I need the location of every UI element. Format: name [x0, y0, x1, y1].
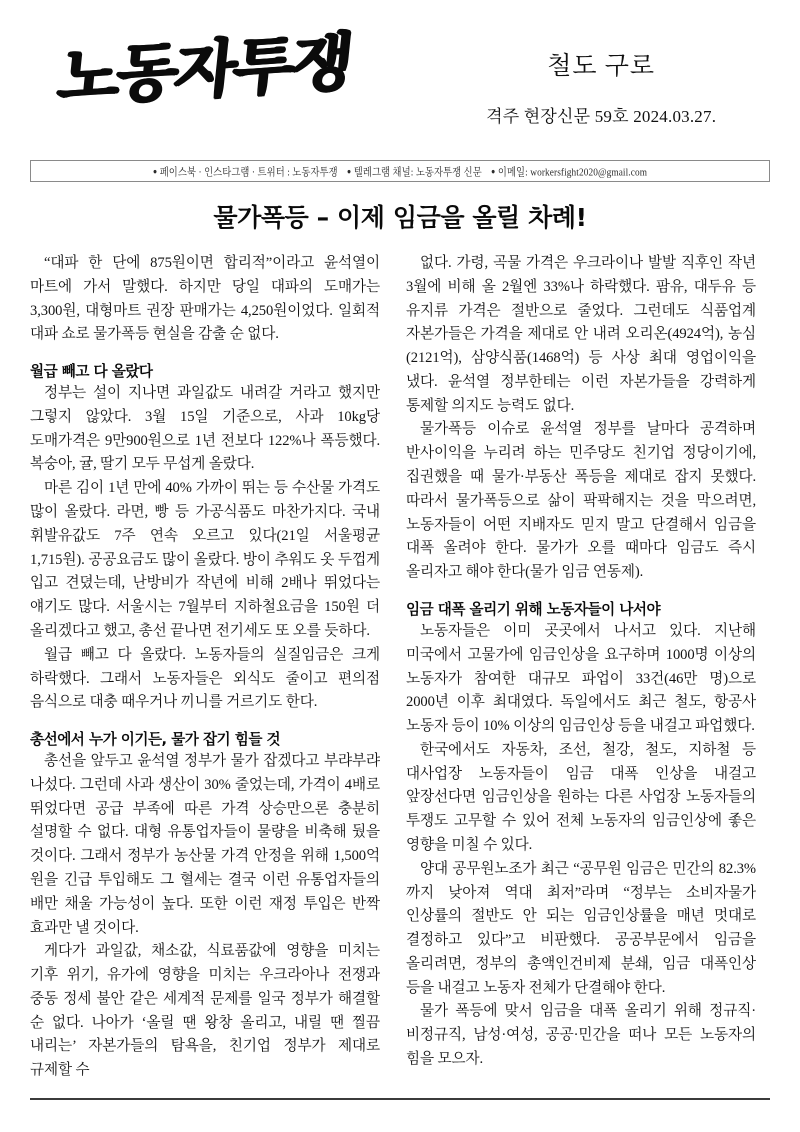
right-column — [406, 252, 756, 1110]
section-heading-1: 월급 빼고 다 올랐다 — [30, 363, 153, 381]
paragraph: 마른 김이 1년 만에 40% 가까이 뛰는 등 수산물 가격도 많이 올랐다. 라면, 빵 등 가공식품도 마찬가지다. 국내 휘발유값도 7주 연속 오르고 있다(21일 서울평균 1,715원). 공공요금도 많이 올랐다. 방이 추워도 옷 두껍게 입고 견뎠는데, 난방비가 작년에 비해 2배나 뛰었다는 얘기도 많다. 서울시는 7월부터 지하철요금을 150원 더 올리겠다고 했고, 총선 끝나면 전기세도 또 오를 듯하다. — [30, 480, 380, 639]
paragraph: 한국에서도 자동차, 조선, 철강, 철도, 지하철 등 대사업장 노동자들이 임금 대폭 인상을 내걸고 앞장선다면 임금인상을 원하는 다른 사업장 노동자들의 투쟁도 고무할 수 있어 전체 노동자의 임금인상에 좋은 영향을 미칠 수 있다. — [406, 741, 756, 853]
paragraph: 양대 공무원노조가 최근 “공무원 임금은 민간의 82.3%까지 낮아져 역대 최저”라며 “정부는 소비자물가 인상률의 절반도 안 되는 임금인상률을 매년 멋대로 결정하고 있다”고 비판했다. 공공부문에서 임금을 올리려면, 정부의 총액인건비제 분쇄, 임금 대폭인상 등을 내걸고 노동자 전체가 단결해야 한다. — [406, 860, 756, 996]
left-column — [30, 252, 380, 1110]
masthead-edition-info — [436, 40, 766, 127]
section-heading-3: 임금 대폭 올리기 위해 노동자들이 나서야 — [406, 600, 661, 618]
contact-telegram-label: 텔레그램 채널: 노동자투쟁 신문 — [353, 167, 482, 180]
page-bottom-rule — [30, 1098, 770, 1100]
paragraph: 물가폭등 이슈로 윤석열 정부를 날마다 공격하며 반사이익을 누리려 하는 민주당도 친기업 정당이기에, 집권했을 때 물가·부동산 폭등을 제대로 잡지 못했다. 따라서 물가폭등으로 삶이 팍팍해지는 것을 막으려면, 노동자들이 어떤 지배자도 믿지 말고 단결해서 임금을 대폭 올려야 한다. 물가가 오를 때마다 임금도 즉시 올리자고 해야 한다(물가 임금 연동제). — [406, 421, 756, 581]
edition-subtitle: 격주 현장신문 59호 2024.03.27. — [486, 107, 717, 126]
contact-email-label: 이메일: — [497, 167, 528, 180]
article-headline: 물가폭등 – 이제 임금을 올릴 차례! — [213, 203, 587, 232]
paragraph: 게다가 과일값, 채소값, 식료품값에 영향을 미치는 기후 위기, 유가에 영향을 미치는 우크라아나 전쟁과 중동 정세 불안 같은 세계적 문제를 일국 정부가 해결할 순 없다. 나아가 ‘올릴 땐 왕창 올리고, 내릴 땐 찔끔 내리는’ 자본가들의 탐욕을, 친기업 정부가 제대로 규제할 수 — [30, 943, 380, 1079]
bullet-icon: ● — [491, 166, 496, 177]
contact-email-address[interactable]: workersfight2020@gmail.com — [530, 167, 648, 180]
bullet-icon: ● — [347, 166, 352, 177]
bullet-icon: ● — [152, 166, 158, 177]
masthead — [30, 23, 770, 152]
paragraph: 월급 빼고 다 올랐다. 노동자들의 실질임금은 크게 하락했다. 그래서 노동자들은 외식도 줄이고 편의점 음식으로 대충 때우거나 끼니를 거르기도 한다. — [30, 646, 380, 711]
section-heading-2: 총선에서 누가 이기든, 물가 잡기 힘들 것 — [30, 731, 281, 749]
newspaper-logo — [54, 23, 436, 114]
paragraph: 물가 폭등에 맞서 임금을 대폭 올리기 위해 정규직·비정규직, 남성·여성, 공공·민간을 떠나 모든 노동자의 힘을 모으자. — [406, 1003, 756, 1067]
contact-social-label: 페이스북 · 인스타그램 · 트위터 : 노동자투쟁 — [159, 167, 338, 180]
edition-title: 철도 구로 — [547, 53, 656, 80]
paragraph: 정부는 설이 지나면 과일값도 내려갈 거라고 했지만 그렇지 않았다. 3월 15일 기준으로, 사과 10kg당 도매가격은 9만900원으로 1년 전보다 122%나 폭등했다. 복숭아, 귤, 딸기 모두 무섭게 올랐다. — [30, 385, 380, 473]
paragraph: 없다. 가령, 곡물 가격은 우크라이나 발발 직후인 작년 3월에 비해 올 2월엔 33%나 하락했다. 팜유, 대두유 등 유지류 가격은 절반으로 줄었다. 그런데도 식품업계 자본가들은 가격을 제대로 안 내려 오리온(4924억), 농심(2121억), 삼양식품(1468억) 등 사상 최대 영업이익을 냈다. 윤석열 정부한테는 이런 자본가들을 강력하게 통제할 의지도 능력도 없다. — [406, 255, 756, 414]
contact-bar — [30, 160, 770, 182]
newspaper-logo-text: 노동자투쟁 — [54, 23, 354, 114]
paragraph: 총선을 앞두고 윤석열 정부가 물가 잡겠다고 부랴부랴 나섰다. 그런데 사과 생산이 30% 줄었는데, 가격이 4배로 뛰었다면 공급 부족에 따른 가격 상승만으론 충분히 설명할 수 없다. 대형 유통업자들이 물량을 비축해 뒀을 것이다. 그래서 정부가 농산물 가격 안정을 위해 1,500억 원을 긴급 투입해도 그 혈세는 결국 이런 유통업자들의 배만 채울 가능성이 높다. 또한 이런 재정 투입은 반짝 효과만 낼 것이다. — [30, 753, 380, 936]
article-columns — [30, 252, 770, 1110]
paragraph: 노동자들은 이미 곳곳에서 나서고 있다. 지난해 미국에서 고물가에 임금인상을 요구하며 1000명 이상의 노동자가 참여한 대규모 파업이 33건(46만 명)으로 2000년 이후 최대였다. 독일에서도 최근 철도, 항공사 노동자 등이 10% 이상의 임금인상 등을 내걸고 파업했다. — [406, 622, 756, 735]
contact-line — [153, 163, 647, 180]
lead-paragraph: “대파 한 단에 875원이면 합리적”이라고 윤석열이 마트에 가서 말했다. 하지만 당일 대파의 도매가는 3,300원, 대형마트 권장 판매가는 4,250원이었다. 일회적 대파 쇼로 물가폭등 현실을 감출 순 없다. — [30, 255, 380, 343]
